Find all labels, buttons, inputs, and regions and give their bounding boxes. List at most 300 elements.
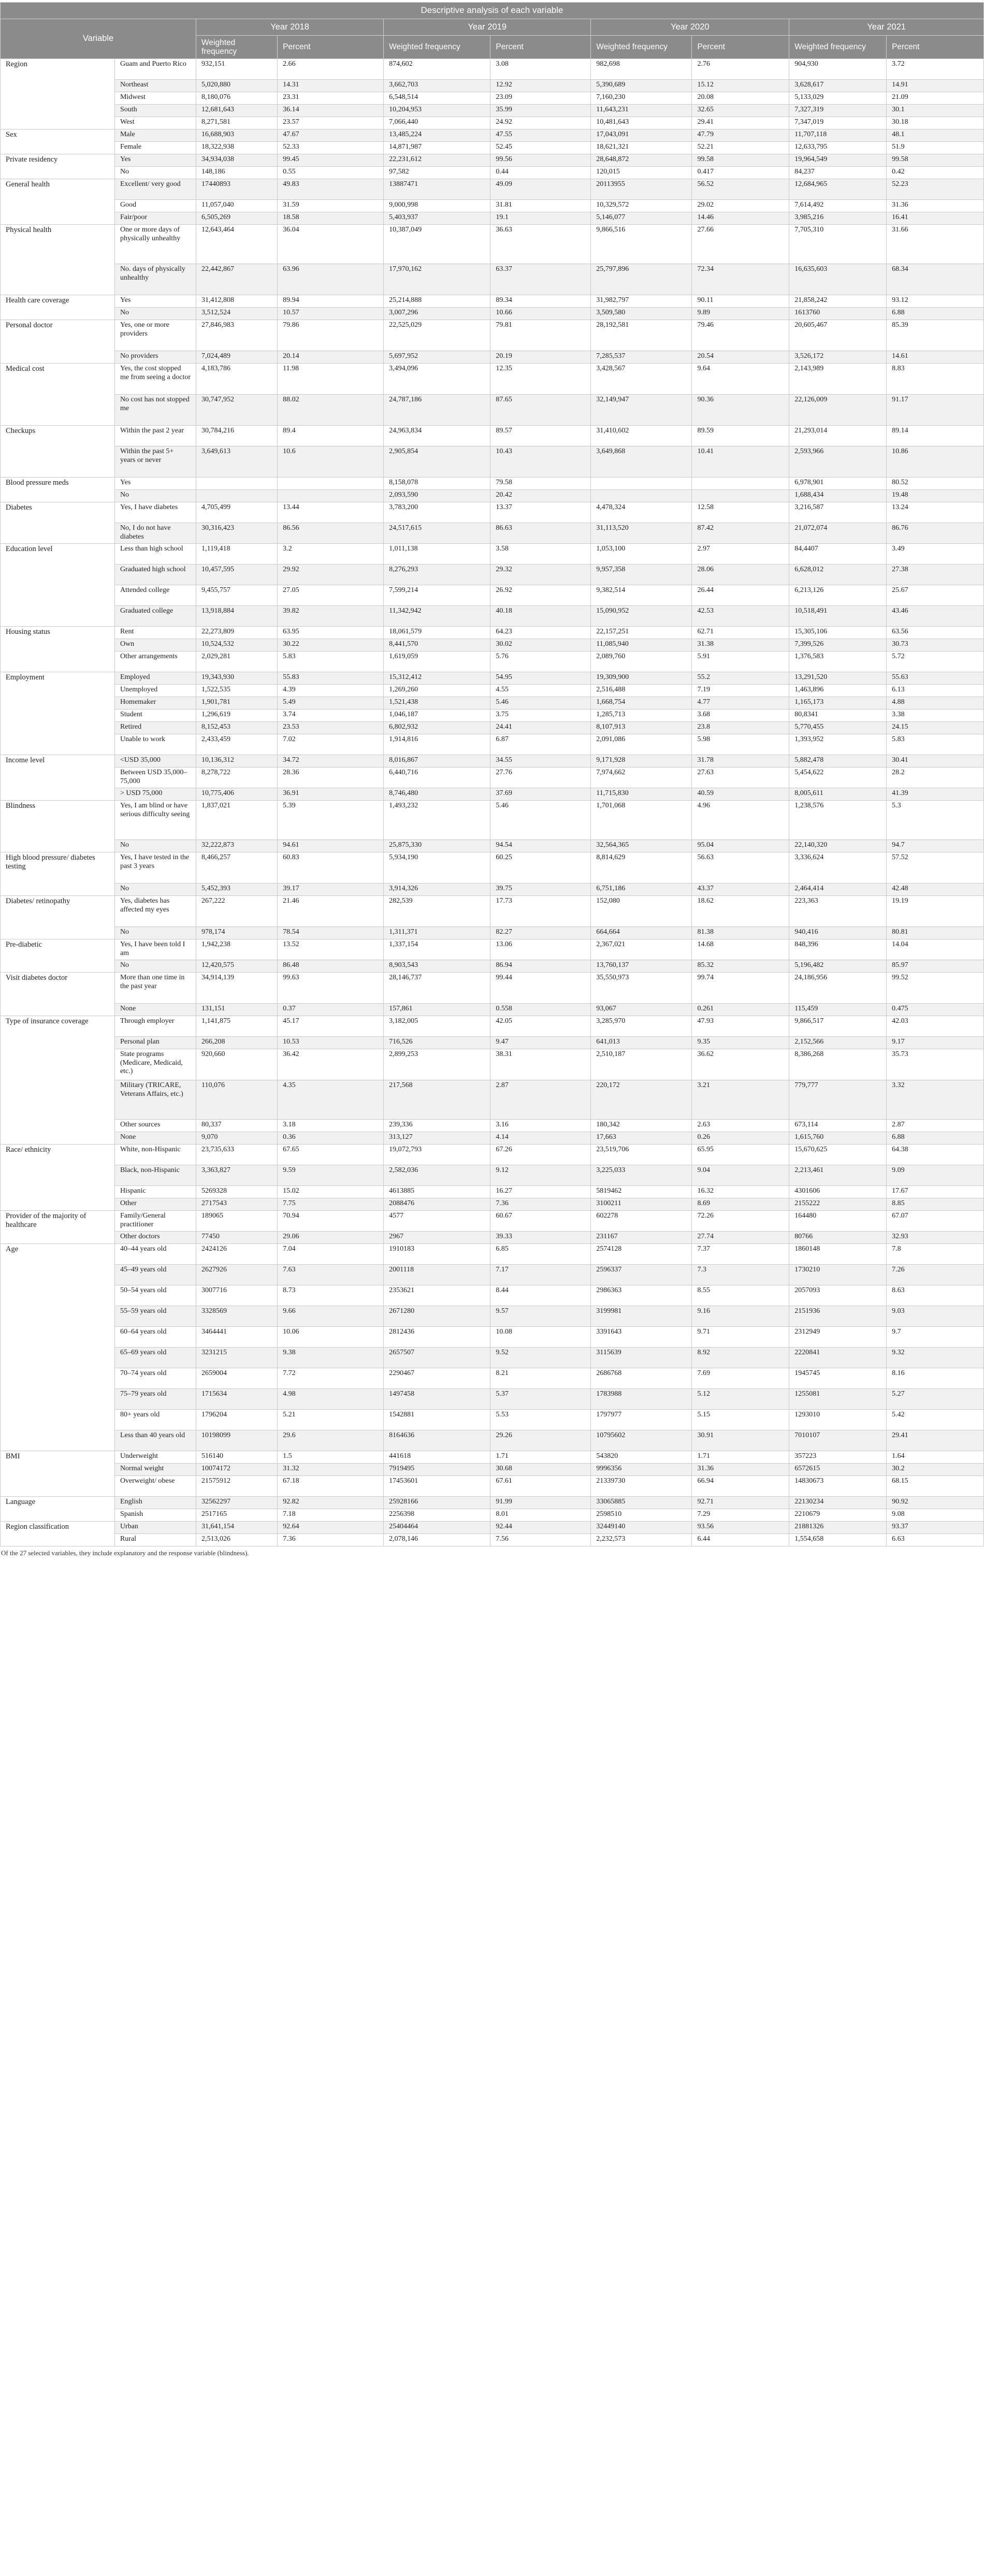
weighted-frequency-cell: 9,455,757 — [196, 585, 278, 606]
percent-cell: 93.56 — [692, 1522, 789, 1534]
weighted-frequency-cell: 8,016,867 — [384, 755, 490, 768]
weighted-frequency-cell: 12,681,643 — [196, 105, 278, 117]
category-label: Unable to work — [114, 734, 196, 755]
percent-cell: 9.71 — [692, 1327, 789, 1348]
percent-cell: 5.21 — [278, 1410, 384, 1430]
weighted-frequency-cell: 11,715,830 — [591, 788, 692, 801]
table-row — [1, 154, 984, 167]
weighted-frequency-cell: 313,127 — [384, 1132, 490, 1145]
category-label: Graduated high school — [114, 565, 196, 585]
descriptive-table — [0, 2, 984, 1546]
weighted-frequency-cell: 3,285,970 — [591, 1016, 692, 1037]
weighted-frequency-cell: 1783988 — [591, 1389, 692, 1410]
percent-cell: 7.18 — [278, 1509, 384, 1522]
weighted-frequency-cell: 1,141,875 — [196, 1016, 278, 1037]
percent-cell: 9.7 — [887, 1327, 984, 1348]
weighted-frequency-cell: 23,735,633 — [196, 1145, 278, 1165]
weighted-frequency-cell: 17453601 — [384, 1476, 490, 1497]
weighted-frequency-cell: 2155222 — [789, 1198, 887, 1211]
table-row — [1, 1186, 984, 1198]
category-label: No — [114, 490, 196, 502]
weighted-frequency-cell: 15,305,106 — [789, 627, 887, 639]
table-row — [1, 502, 984, 523]
percent-cell: 8.83 — [887, 364, 984, 395]
table-row — [1, 1389, 984, 1410]
percent-cell: 9.32 — [887, 1348, 984, 1368]
table-row — [1, 884, 984, 896]
weighted-frequency-cell: 3,494,096 — [384, 364, 490, 395]
weighted-frequency-cell: 7,599,214 — [384, 585, 490, 606]
percent-cell: 5.83 — [887, 734, 984, 755]
percent-cell: 43.37 — [692, 884, 789, 896]
percent-cell: 85.32 — [692, 960, 789, 973]
percent-cell: 20.14 — [278, 351, 384, 364]
weighted-frequency-cell: 904,930 — [789, 59, 887, 80]
weighted-frequency-cell — [591, 490, 692, 502]
percent-cell: 7.63 — [278, 1265, 384, 1285]
percent-cell: 42.48 — [887, 884, 984, 896]
percent-cell: 29.06 — [278, 1232, 384, 1244]
percent-cell: 27.63 — [692, 768, 789, 788]
table-row — [1, 1232, 984, 1244]
category-label: Military (TRICARE, Veterans Affairs, etc.) — [114, 1080, 196, 1120]
percent-cell: 64.23 — [490, 627, 591, 639]
weighted-frequency-cell: 5269328 — [196, 1186, 278, 1198]
percent-cell: 29.32 — [490, 565, 591, 585]
table-row — [1, 1368, 984, 1389]
percent-cell: 52.33 — [278, 142, 384, 154]
category-label: 70–74 years old — [114, 1368, 196, 1389]
percent-cell: 24.15 — [887, 722, 984, 734]
table-row — [1, 960, 984, 973]
table-row — [1, 395, 984, 426]
category-label: Excellent/ very good — [114, 179, 196, 200]
category-label: No — [114, 927, 196, 939]
weighted-frequency-cell: 6,440,716 — [384, 768, 490, 788]
percent-cell: 40.59 — [692, 788, 789, 801]
percent-cell: 43.46 — [887, 606, 984, 627]
table-row — [1, 1348, 984, 1368]
percent-cell: 55.2 — [692, 672, 789, 685]
table-row — [1, 840, 984, 852]
percent-cell: 3.68 — [692, 710, 789, 722]
percent-cell: 29.02 — [692, 200, 789, 212]
weighted-frequency-cell: 13887471 — [384, 179, 490, 200]
weighted-frequency-cell: 8,271,581 — [196, 117, 278, 129]
percent-cell: 23.09 — [490, 92, 591, 105]
percent-cell: 99.52 — [887, 973, 984, 1004]
weighted-frequency-cell: 22,442,867 — [196, 264, 278, 295]
category-label: Yes, I have been told I am — [114, 939, 196, 960]
weighted-frequency-cell: 3,428,567 — [591, 364, 692, 395]
weighted-frequency-cell: 32562297 — [196, 1497, 278, 1509]
weighted-frequency-cell: 6,802,932 — [384, 722, 490, 734]
percent-cell: 9.12 — [490, 1165, 591, 1186]
percent-cell: 2.97 — [692, 544, 789, 565]
table-row — [1, 225, 984, 264]
weighted-frequency-cell: 8,107,913 — [591, 722, 692, 734]
percent-cell: 5.15 — [692, 1410, 789, 1430]
percent-cell: 99.74 — [692, 973, 789, 1004]
percent-cell: 1.64 — [887, 1451, 984, 1464]
percent-cell: 78.54 — [278, 927, 384, 939]
table-row — [1, 1049, 984, 1080]
category-label: Retired — [114, 722, 196, 734]
percent-cell: 27.74 — [692, 1232, 789, 1244]
table-row — [1, 1410, 984, 1430]
category-label: No providers — [114, 351, 196, 364]
percent-cell: 70.94 — [278, 1211, 384, 1232]
percent-cell: 6.87 — [490, 734, 591, 755]
percent-cell: 41.39 — [887, 788, 984, 801]
weighted-frequency-cell: 31,113,520 — [591, 523, 692, 544]
weighted-frequency-cell: 2220841 — [789, 1348, 887, 1368]
percent-cell: 5.49 — [278, 697, 384, 710]
percent-cell: 86.76 — [887, 523, 984, 544]
percent-header: Percent — [278, 36, 384, 59]
percent-cell: 0.261 — [692, 1004, 789, 1016]
percent-cell: 30.02 — [490, 639, 591, 652]
weighted-frequency-cell: 3100211 — [591, 1198, 692, 1211]
percent-cell: 32.93 — [887, 1232, 984, 1244]
weighted-frequency-cell: 32,149,947 — [591, 395, 692, 426]
weighted-frequency-cell: 2,899,253 — [384, 1049, 490, 1080]
weighted-frequency-cell: 8164636 — [384, 1430, 490, 1451]
percent-cell: 5.46 — [490, 801, 591, 840]
weighted-frequency-cell: 3,526,172 — [789, 351, 887, 364]
weighted-frequency-cell: 9,070 — [196, 1132, 278, 1145]
weighted-frequency-cell: 31,412,808 — [196, 295, 278, 308]
table-row — [1, 896, 984, 927]
percent-cell: 5.37 — [490, 1389, 591, 1410]
percent-cell: 8.92 — [692, 1348, 789, 1368]
weighted-frequency-cell: 2,091,086 — [591, 734, 692, 755]
weighted-frequency-cell: 9,171,928 — [591, 755, 692, 768]
percent-cell: 24.41 — [490, 722, 591, 734]
weighted-frequency-cell: 1,053,100 — [591, 544, 692, 565]
variable-name: Blood pressure meds — [1, 477, 115, 502]
percent-cell: 89.59 — [692, 426, 789, 446]
weighted-frequency-cell: 1293010 — [789, 1410, 887, 1430]
weighted-frequency-cell: 84,237 — [789, 167, 887, 179]
percent-cell: 90.11 — [692, 295, 789, 308]
percent-cell: 29.6 — [278, 1430, 384, 1451]
weighted-frequency-cell: 189065 — [196, 1211, 278, 1232]
weighted-frequency-cell: 978,174 — [196, 927, 278, 939]
percent-cell: 24.92 — [490, 117, 591, 129]
weighted-frequency-cell: 10,775,406 — [196, 788, 278, 801]
category-label: Yes — [114, 154, 196, 167]
weighted-frequency-cell: 15,090,952 — [591, 606, 692, 627]
percent-cell — [278, 490, 384, 502]
percent-cell: 9.57 — [490, 1306, 591, 1327]
table-row — [1, 1522, 984, 1534]
weighted-frequency-cell: 1,554,658 — [789, 1534, 887, 1546]
percent-cell: 2.76 — [692, 59, 789, 80]
weighted-frequency-cell: 1,701,068 — [591, 801, 692, 840]
weighted-frequency-cell: 3,649,868 — [591, 446, 692, 477]
weighted-frequency-cell: 6572615 — [789, 1464, 887, 1476]
weighted-frequency-cell: 84,4407 — [789, 544, 887, 565]
weighted-frequency-cell: 1,688,434 — [789, 490, 887, 502]
weighted-frequency-cell: 932,151 — [196, 59, 278, 80]
weighted-frequency-cell: 3115639 — [591, 1348, 692, 1368]
percent-cell: 9.47 — [490, 1037, 591, 1049]
weighted-frequency-cell: 152,080 — [591, 896, 692, 927]
percent-cell: 89.57 — [490, 426, 591, 446]
weighted-frequency-cell: 2517165 — [196, 1509, 278, 1522]
weighted-frequency-cell: 6,978,901 — [789, 477, 887, 490]
table-row — [1, 685, 984, 697]
weighted-frequency-cell: 16,688,903 — [196, 129, 278, 142]
category-label: 40–44 years old — [114, 1244, 196, 1265]
table-row — [1, 1004, 984, 1016]
category-label: 55–59 years old — [114, 1306, 196, 1327]
percent-cell: 39.82 — [278, 606, 384, 627]
weighted-frequency-cell: 77450 — [196, 1232, 278, 1244]
category-label: Female — [114, 142, 196, 154]
table-row — [1, 768, 984, 788]
percent-cell: 37.69 — [490, 788, 591, 801]
category-label: Yes, one or more providers — [114, 320, 196, 351]
table-row — [1, 565, 984, 585]
percent-cell: 16.27 — [490, 1186, 591, 1198]
percent-cell: 99.58 — [887, 154, 984, 167]
category-label: > USD 75,000 — [114, 788, 196, 801]
percent-cell: 4.55 — [490, 685, 591, 697]
percent-cell: 9.35 — [692, 1037, 789, 1049]
table-row — [1, 1198, 984, 1211]
percent-cell: 3.18 — [278, 1120, 384, 1132]
percent-cell: 17.73 — [490, 896, 591, 927]
weighted-frequency-cell: 22,157,251 — [591, 627, 692, 639]
weighted-frequency-cell: 1,269,260 — [384, 685, 490, 697]
weighted-frequency-cell: 3391643 — [591, 1327, 692, 1348]
percent-cell: 0.558 — [490, 1004, 591, 1016]
weighted-frequency-cell: 266,208 — [196, 1037, 278, 1049]
table-row — [1, 1430, 984, 1451]
table-row — [1, 1327, 984, 1348]
category-label: <USD 35,000 — [114, 755, 196, 768]
weighted-frequency-cell: 5,770,455 — [789, 722, 887, 734]
weighted-frequency-cell: 31,410,602 — [591, 426, 692, 446]
weighted-frequency-cell: 4,478,324 — [591, 502, 692, 523]
percent-cell: 9.59 — [278, 1165, 384, 1186]
category-label: Urban — [114, 1522, 196, 1534]
weighted-frequency-cell: 9,000,998 — [384, 200, 490, 212]
category-label: Student — [114, 710, 196, 722]
percent-cell — [278, 477, 384, 490]
weighted-frequency-cell: 115,459 — [789, 1004, 887, 1016]
category-label: Through employer — [114, 1016, 196, 1037]
category-label: No cost has not stopped me — [114, 395, 196, 426]
weighted-frequency-cell: 5,196,482 — [789, 960, 887, 973]
weighted-frequency-cell: 31,641,154 — [196, 1522, 278, 1534]
table-row — [1, 320, 984, 351]
percent-cell: 7.75 — [278, 1198, 384, 1211]
weighted-frequency-cell: 2256398 — [384, 1509, 490, 1522]
percent-cell: 5.76 — [490, 652, 591, 672]
percent-cell: 30.68 — [490, 1464, 591, 1476]
percent-cell: 7.19 — [692, 685, 789, 697]
percent-cell: 14.31 — [278, 80, 384, 92]
weighted-frequency-cell: 2659004 — [196, 1368, 278, 1389]
table-row — [1, 117, 984, 129]
percent-cell: 81.38 — [692, 927, 789, 939]
percent-cell: 27.66 — [692, 225, 789, 264]
table-row — [1, 722, 984, 734]
percent-cell: 10.6 — [278, 446, 384, 477]
weighted-frequency-cell: 6,548,514 — [384, 92, 490, 105]
weighted-frequency-cell: 22130234 — [789, 1497, 887, 1509]
weighted-frequency-cell: 22,273,809 — [196, 627, 278, 639]
table-row — [1, 1120, 984, 1132]
weighted-frequency-cell: 10,524,532 — [196, 639, 278, 652]
weighted-frequency-cell: 2,513,026 — [196, 1534, 278, 1546]
variable-name: Provider of the majority of healthcare — [1, 1211, 115, 1244]
weighted-frequency-cell: 12,684,965 — [789, 179, 887, 200]
table-row — [1, 585, 984, 606]
percent-cell: 8.21 — [490, 1368, 591, 1389]
percent-cell: 8.69 — [692, 1198, 789, 1211]
weighted-frequency-cell: 10198099 — [196, 1430, 278, 1451]
weighted-frequency-cell: 1,238,576 — [789, 801, 887, 840]
percent-cell: 30.18 — [887, 117, 984, 129]
percent-cell: 86.48 — [278, 960, 384, 973]
weighted-frequency-cell: 543820 — [591, 1451, 692, 1464]
percent-cell: 7.02 — [278, 734, 384, 755]
percent-cell: 68.15 — [887, 1476, 984, 1497]
weighted-frequency-cell: 1,619,059 — [384, 652, 490, 672]
weighted-frequency-cell: 2,213,461 — [789, 1165, 887, 1186]
weighted-frequency-cell: 22,140,320 — [789, 840, 887, 852]
weighted-frequency-cell: 2574128 — [591, 1244, 692, 1265]
percent-cell: 31.32 — [278, 1464, 384, 1476]
weighted-frequency-cell: 2088476 — [384, 1198, 490, 1211]
weighted-frequency-cell: 6,751,186 — [591, 884, 692, 896]
percent-cell: 60.67 — [490, 1211, 591, 1232]
percent-cell: 13.44 — [278, 502, 384, 523]
weighted-frequency-cell: 148,186 — [196, 167, 278, 179]
percent-cell: 10.06 — [278, 1327, 384, 1348]
percent-cell: 30.73 — [887, 639, 984, 652]
percent-cell: 39.75 — [490, 884, 591, 896]
category-label: Guam and Puerto Rico — [114, 59, 196, 80]
weighted-frequency-cell: 2424126 — [196, 1244, 278, 1265]
weighted-frequency-cell: 17440893 — [196, 179, 278, 200]
percent-cell: 91.99 — [490, 1497, 591, 1509]
variable-header: Variable — [1, 19, 196, 59]
table-row — [1, 1165, 984, 1186]
percent-cell: 6.63 — [887, 1534, 984, 1546]
table-row — [1, 639, 984, 652]
variable-name: Checkups — [1, 426, 115, 477]
weighted-frequency-cell: 7,974,662 — [591, 768, 692, 788]
weighted-frequency-cell: 13,760,137 — [591, 960, 692, 973]
variable-name: Pre-diabetic — [1, 939, 115, 973]
table-footnote: Of the 27 selected variables, they include explanatory and the response variable (blindness). — [1, 1549, 249, 1557]
weighted-frequency-cell: 874,602 — [384, 59, 490, 80]
percent-cell: 2.87 — [490, 1080, 591, 1120]
weighted-frequency-cell: 19,343,930 — [196, 672, 278, 685]
weighted-frequency-cell: 13,918,884 — [196, 606, 278, 627]
percent-cell: 29.41 — [887, 1430, 984, 1451]
weighted-frequency-cell: 13,291,520 — [789, 672, 887, 685]
weighted-frequency-cell: 2812436 — [384, 1327, 490, 1348]
weighted-frequency-cell: 8,152,453 — [196, 722, 278, 734]
weighted-frequency-cell: 31,982,797 — [591, 295, 692, 308]
table-row — [1, 1244, 984, 1265]
percent-cell: 23.53 — [278, 722, 384, 734]
table-row — [1, 544, 984, 565]
percent-cell: 2.87 — [887, 1120, 984, 1132]
weighted-frequency-cell: 24,517,615 — [384, 523, 490, 544]
weighted-frequency-cell: 2,593,966 — [789, 446, 887, 477]
percent-cell: 42.05 — [490, 1016, 591, 1037]
weighted-frequency-cell: 5,133,029 — [789, 92, 887, 105]
percent-cell: 67.61 — [490, 1476, 591, 1497]
percent-cell: 89.94 — [278, 295, 384, 308]
percent-cell: 36.63 — [490, 225, 591, 264]
category-label: 50–54 years old — [114, 1285, 196, 1306]
percent-cell: 87.65 — [490, 395, 591, 426]
percent-cell: 28.2 — [887, 768, 984, 788]
weighted-frequency-cell: 716,526 — [384, 1037, 490, 1049]
weighted-frequency-cell: 1,522,535 — [196, 685, 278, 697]
variable-name: Age — [1, 1244, 115, 1451]
table-row — [1, 1132, 984, 1145]
weighted-frequency-cell: 2,232,573 — [591, 1534, 692, 1546]
weighted-frequency-cell: 3,336,624 — [789, 852, 887, 884]
percent-cell: 3.21 — [692, 1080, 789, 1120]
percent-cell: 5.42 — [887, 1410, 984, 1430]
table-row — [1, 852, 984, 884]
table-row — [1, 652, 984, 672]
table-row — [1, 351, 984, 364]
percent-cell: 92.82 — [278, 1497, 384, 1509]
weighted-frequency-cell: 30,747,952 — [196, 395, 278, 426]
weighted-frequency-cell: 1,521,438 — [384, 697, 490, 710]
table-row — [1, 1145, 984, 1165]
percent-cell: 31.36 — [692, 1464, 789, 1476]
table-body — [1, 59, 984, 1546]
category-label: Overweight/ obese — [114, 1476, 196, 1497]
percent-cell: 36.14 — [278, 105, 384, 117]
weighted-frequency-cell: 30,316,423 — [196, 523, 278, 544]
category-label: Employed — [114, 672, 196, 685]
percent-cell: 9.66 — [278, 1306, 384, 1327]
percent-cell: 79.86 — [278, 320, 384, 351]
weighted-frequency-cell: 34,934,038 — [196, 154, 278, 167]
category-label: Midwest — [114, 92, 196, 105]
category-label: Hispanic — [114, 1186, 196, 1198]
weighted-frequency-cell: 1715634 — [196, 1389, 278, 1410]
percent-cell: 7.3 — [692, 1265, 789, 1285]
weighted-frequency-cell: 12,420,575 — [196, 960, 278, 973]
percent-cell: 36.42 — [278, 1049, 384, 1080]
percent-cell: 57.52 — [887, 852, 984, 884]
weighted-frequency-cell — [591, 477, 692, 490]
weighted-frequency-cell: 11,342,942 — [384, 606, 490, 627]
weighted-frequency-cell: 10,329,572 — [591, 200, 692, 212]
percent-cell: 0.37 — [278, 1004, 384, 1016]
weighted-frequency-cell: 19,072,793 — [384, 1145, 490, 1165]
percent-cell: 14.04 — [887, 939, 984, 960]
percent-cell: 93.37 — [887, 1522, 984, 1534]
weighted-frequency-cell: 14,871,987 — [384, 142, 490, 154]
weighted-frequency-cell: 18,621,321 — [591, 142, 692, 154]
weighted-frequency-cell: 3328569 — [196, 1306, 278, 1327]
